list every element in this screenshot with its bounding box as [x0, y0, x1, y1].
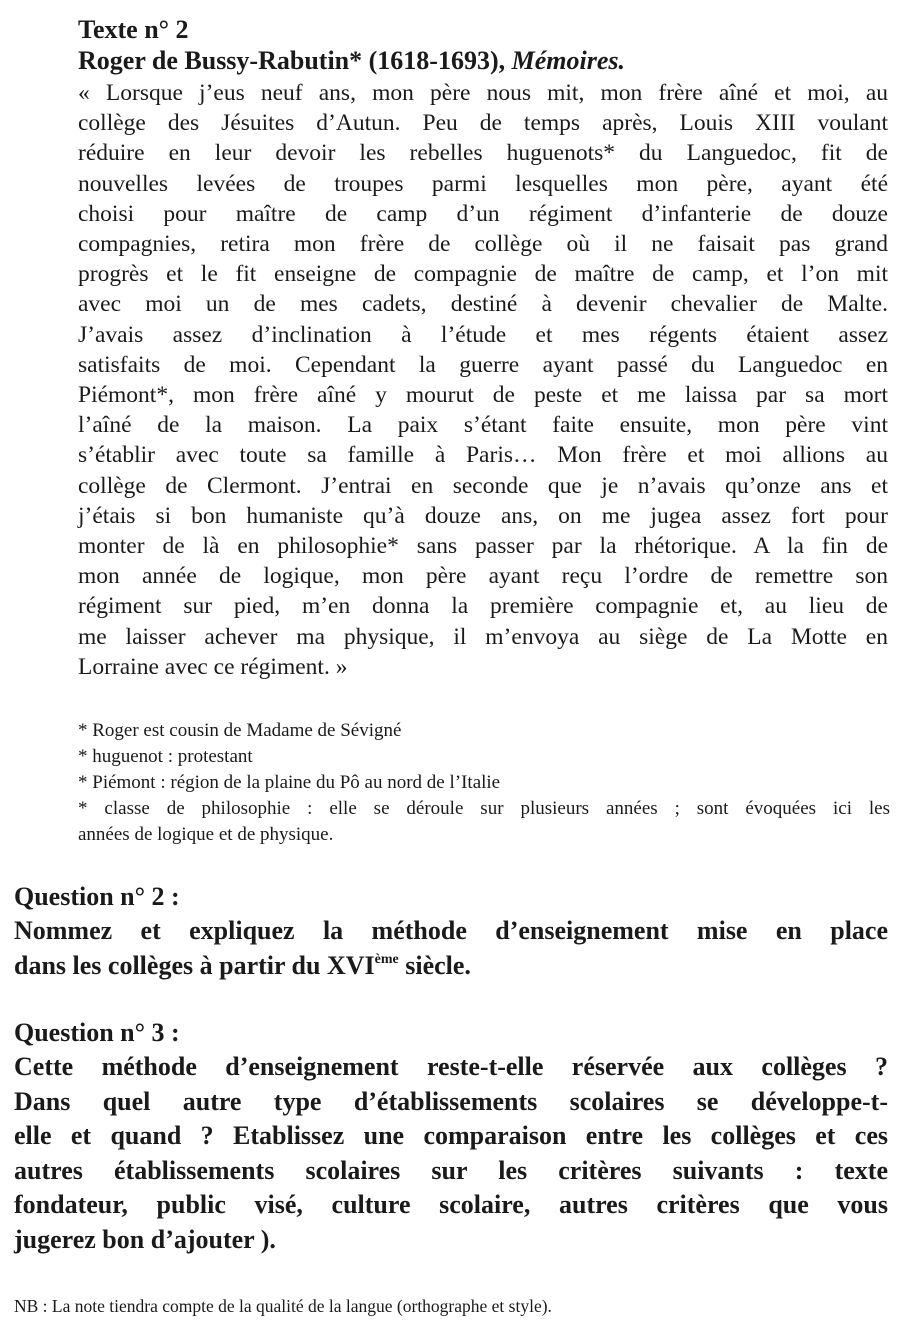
question-3-heading: Question n° 3 : [14, 1018, 180, 1047]
text-title: Texte n° 2 [78, 15, 189, 44]
passage-line: nouvelles levées de troupes parmi lesquelles mon père, ayant été [78, 170, 888, 197]
question-3-line: elle et quand ? Etablissez une comparaison entre les collèges et ces [14, 1121, 888, 1150]
passage-line: j’étais si bon humaniste qu’à douze ans, on me jugea assez fort pour [78, 502, 888, 529]
footnote: * Roger est cousin de Madame de Sévigné [78, 720, 402, 741]
passage-line: collège des Jésuites d’Autun. Peu de temps après, Louis XIII voulant [78, 110, 888, 137]
passage-line: réduire en leur devoir les rebelles huguenots* du Languedoc, fit de [78, 140, 888, 167]
passage-line: régiment sur pied, m’en donna la première compagnie et, au lieu de [78, 593, 888, 620]
text-author: Roger de Bussy-Rabutin* (1618-1693), [78, 46, 512, 75]
passage-line: me laisser achever ma physique, il m’envoya au siège de La Motte en [78, 623, 888, 650]
passage-line: « Lorsque j’eus neuf ans, mon père nous mit, mon frère aîné et moi, au [78, 80, 888, 106]
question-3-line: fondateur, public visé, culture scolaire, autres critères que vous [14, 1190, 888, 1219]
passage-line: Lorraine avec ce régiment. » [78, 653, 348, 680]
passage-line: mon année de logique, mon père ayant reçu l’ordre de remettre son [78, 563, 888, 590]
question-2 [14, 880, 888, 983]
text-work-title: Mémoires. [511, 46, 625, 75]
question-3-line: Cette méthode d’enseignement reste-t-elle réservée aux collèges ? [14, 1052, 888, 1081]
question-3-line: Dans quel autre type d’établissements scolaires se développe-t- [14, 1086, 888, 1116]
century-superscript: ème [374, 951, 399, 967]
question-3 [14, 1016, 888, 1257]
question-2-line [14, 949, 888, 984]
text-excerpt [78, 14, 888, 682]
question-3-line: autres établissements scolaires sur les critères suivants : texte [14, 1155, 888, 1185]
question-2-line-start: dans les collèges à partir du XVI [14, 950, 375, 980]
passage-line: compagnies, retira mon frère de collège où il ne faisait pas grand [78, 231, 888, 258]
question-2-heading: Question n° 2 : [14, 882, 180, 911]
passage-line: Piémont*, mon frère aîné y mourut de peste et me laissa par sa mort [78, 382, 888, 409]
passage-line: choisi pour maître de camp d’un régiment d’infanterie de douze [78, 200, 888, 227]
footnote: années de logique et de physique. [78, 824, 334, 845]
text-source [78, 45, 888, 76]
passage-line: progrès et le fit enseigne de compagnie de maître de camp, et l’on mit [78, 261, 888, 288]
question-3-line: jugerez bon d’ajouter ). [14, 1224, 276, 1254]
passage-line: s’établir avec toute sa famille à Paris… Mon frère et moi allions au [78, 442, 888, 469]
passage-line: J’avais assez d’inclination à l’étude et mes régents étaient assez [78, 321, 888, 348]
footnote: * classe de philosophie : elle se déroule sur plusieurs années ; sont évoquées ici les [78, 798, 890, 819]
footnotes [78, 718, 890, 848]
grading-note: NB : La note tiendra compte de la qualité de la langue (orthographe et style). [14, 1296, 552, 1316]
footnote: * huguenot : protestant [78, 746, 253, 767]
passage-line: monter de là en philosophie* sans passer par la rhétorique. A la fin de [78, 533, 888, 560]
passage-line: collège de Clermont. J’entrai en seconde que je n’avais qu’onze ans et [78, 472, 888, 499]
passage [78, 78, 888, 682]
passage-line: satisfaits de moi. Cependant la guerre ayant passé du Languedoc en [78, 351, 888, 378]
question-2-line: Nommez et expliquez la méthode d’enseignement mise en place [14, 916, 888, 945]
footnote: * Piémont : région de la plaine du Pô au nord de l’Italie [78, 772, 501, 793]
passage-line: avec moi un de mes cadets, destiné à devenir chevalier de Malte. [78, 291, 888, 318]
question-2-line-end: siècle. [398, 950, 471, 980]
passage-line: l’aîné de la maison. La paix s’étant faite ensuite, mon père vint [78, 412, 888, 439]
